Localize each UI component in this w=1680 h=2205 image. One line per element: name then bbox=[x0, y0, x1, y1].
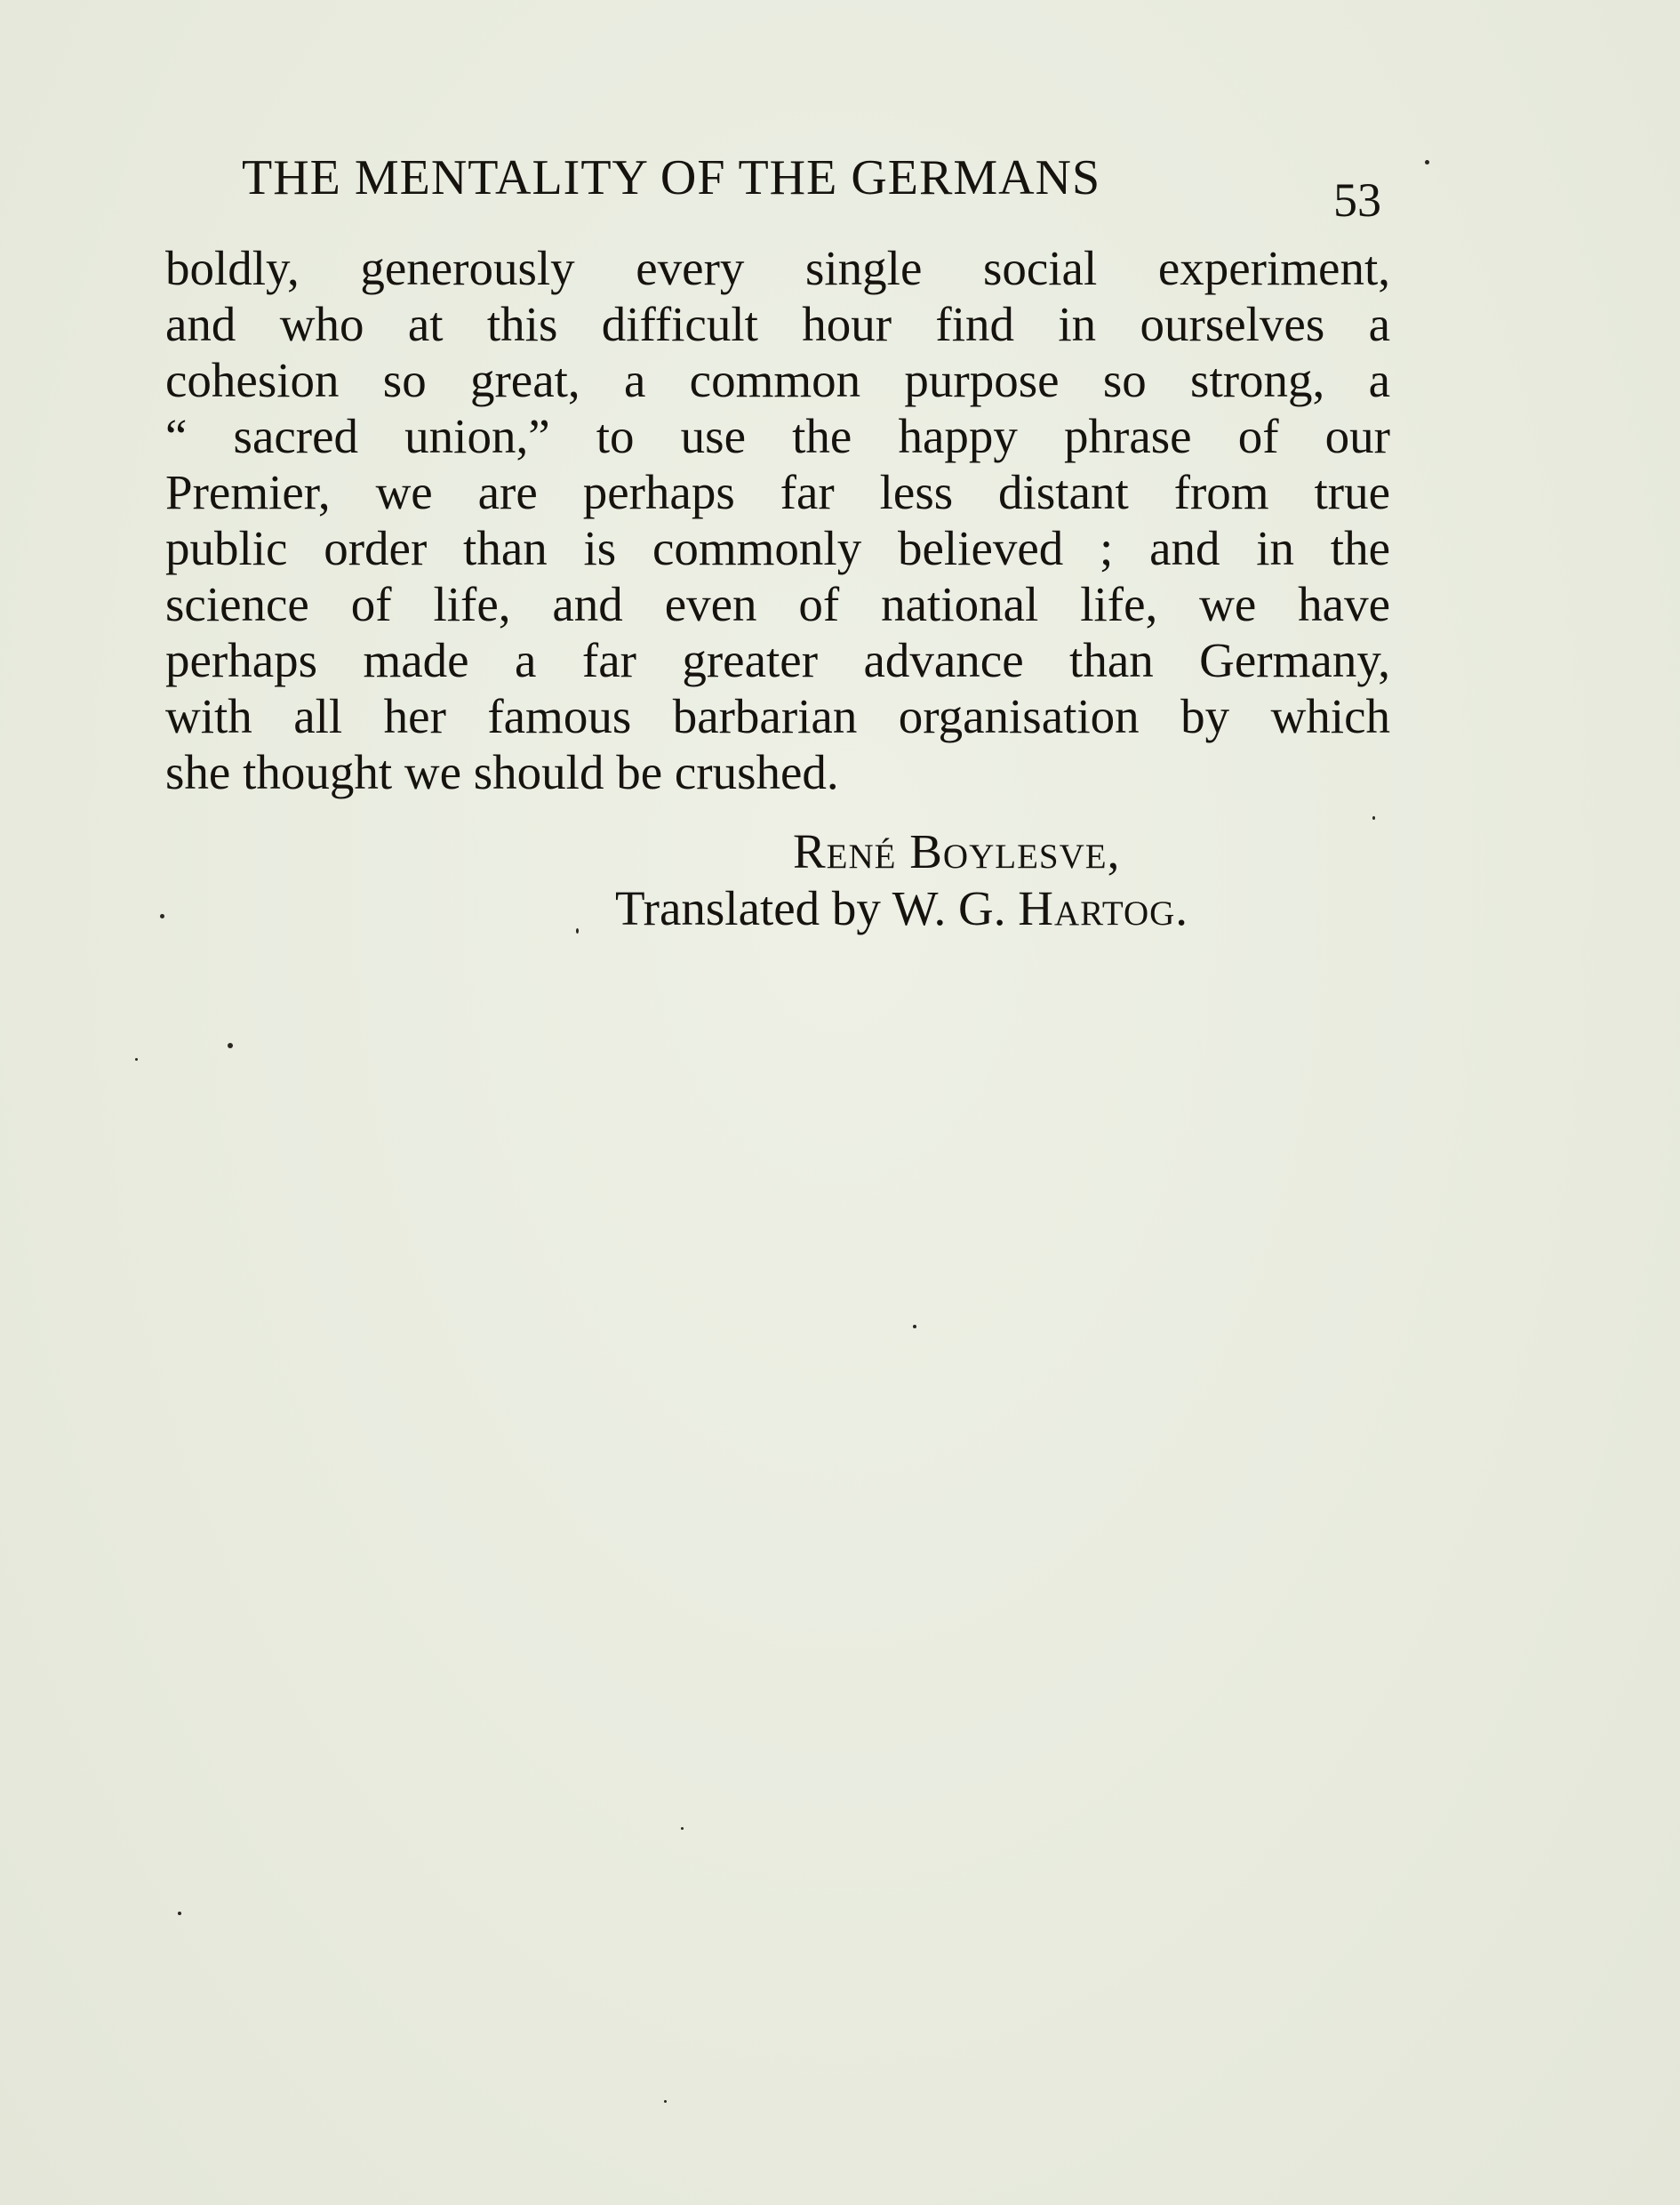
body-line: and who at this difficult hour find in ourselves a bbox=[165, 297, 1390, 351]
paper-speck bbox=[913, 1325, 916, 1328]
paper-speck bbox=[1425, 160, 1429, 164]
body-line: perhaps made a far greater advance than Germany, bbox=[165, 633, 1390, 687]
body-line: Premier, we are perhaps far less distant from true bbox=[165, 465, 1390, 519]
body-line: boldly, generously every single social experiment, bbox=[165, 241, 1390, 295]
body-line: “ sacred union,” to use the happy phrase of our bbox=[165, 409, 1390, 463]
translator-credit bbox=[615, 880, 1188, 936]
body-line: public order than is commonly believed ; and in the bbox=[165, 521, 1390, 575]
body-line: cohesion so great, a common purpose so strong, a bbox=[165, 353, 1390, 407]
paper-speck bbox=[178, 1912, 181, 1915]
running-header-title: THE MENTALITY OF THE GERMANS bbox=[242, 150, 1101, 205]
translator-prefix: Translated by W. G. bbox=[615, 881, 1019, 935]
body-line-last: she thought we should be crushed. bbox=[165, 745, 839, 799]
body-paragraph bbox=[165, 240, 1390, 800]
author-signature: René Boylesve, bbox=[793, 824, 1121, 878]
paper-speck bbox=[135, 1058, 138, 1061]
paper-speck bbox=[664, 2100, 667, 2103]
paper-speck bbox=[160, 914, 164, 918]
paper-speck bbox=[1372, 816, 1375, 820]
paper-speck bbox=[228, 1043, 233, 1048]
body-line: with all her famous barbarian organisation by which bbox=[165, 689, 1390, 743]
paper-speck bbox=[576, 928, 579, 934]
page-number: 53 bbox=[1333, 173, 1381, 227]
paper-speck bbox=[681, 1827, 684, 1830]
body-line: science of life, and even of national life, we have bbox=[165, 577, 1390, 631]
translator-name: Hartog. bbox=[1018, 881, 1189, 935]
